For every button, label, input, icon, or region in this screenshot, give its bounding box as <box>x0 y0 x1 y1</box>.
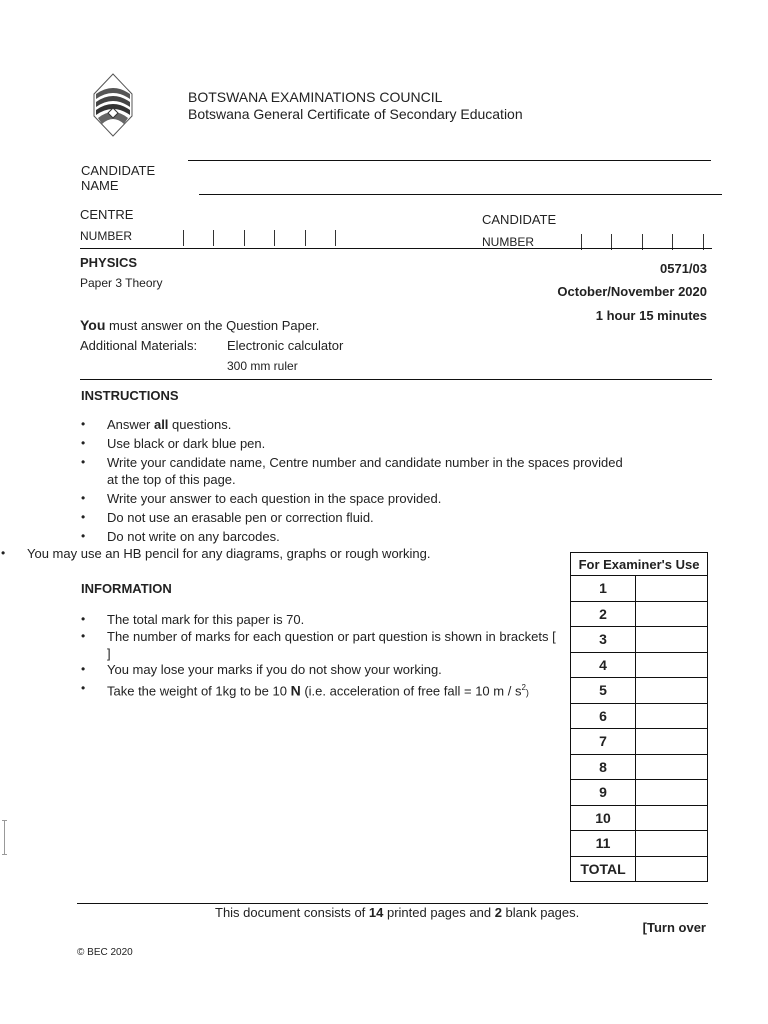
bullet: • <box>81 662 86 676</box>
bullet: • <box>81 510 86 524</box>
exam-duration: 1 hour 15 minutes <box>595 308 707 323</box>
bullet: • <box>1 546 6 560</box>
mark-cell <box>636 703 708 729</box>
mark-cell <box>636 780 708 806</box>
instruction-2: Use black or dark blue pen. <box>107 436 266 451</box>
bullet: • <box>81 491 86 505</box>
bullet: • <box>81 417 86 431</box>
bec-logo <box>90 72 136 138</box>
subject: PHYSICS <box>80 255 138 270</box>
table-row: 5 <box>571 678 708 704</box>
instruction-3: Write your candidate name, Centre number and candidate number in the spaces provided at the top of this page. <box>107 455 623 487</box>
examiner-use-table <box>570 552 708 882</box>
page-count-note: This document consists of 14 printed pages and 2 blank pages. <box>215 905 580 920</box>
mark-cell <box>636 805 708 831</box>
mark-cell <box>636 678 708 704</box>
mark-cell <box>636 831 708 857</box>
certificate-title: Botswana General Certificate of Secondary Education <box>188 106 523 122</box>
candidate-name-label-2: NAME <box>81 178 119 193</box>
table-row: 8 <box>571 754 708 780</box>
answer-note: You must answer on the Question Paper. <box>80 317 320 333</box>
information-1: The total mark for this paper is 70. <box>107 612 305 627</box>
header-divider <box>80 248 712 249</box>
mark-cell <box>636 729 708 755</box>
table-row: 10 <box>571 805 708 831</box>
table-row: 7 <box>571 729 708 755</box>
candidate-label: CANDIDATE <box>482 212 557 227</box>
instruction-1: Answer all questions. <box>107 417 232 432</box>
candidate-number-label: NUMBER <box>482 235 535 249</box>
instruction-6: Do not write on any barcodes. <box>107 529 280 544</box>
material-ruler: 300 mm ruler <box>227 359 298 373</box>
centre-label: CENTRE <box>80 207 134 222</box>
bullet: • <box>81 436 86 450</box>
name-line-bottom <box>199 194 722 195</box>
council-title: BOTSWANA EXAMINATIONS COUNCIL <box>188 89 443 105</box>
information-2: The number of marks for each question or part question is shown in brackets [ ] <box>107 629 556 661</box>
materials-divider <box>80 379 712 380</box>
footer-divider <box>77 903 708 904</box>
information-4: Take the weight of 1kg to be 10 N (i.e. acceleration of free fall = 10 m / $s^2$) <box>107 682 529 699</box>
paper-code: 0571/03 <box>660 261 707 276</box>
examiner-table-heading: For Examiner's Use <box>571 553 708 576</box>
copyright: © BEC 2020 <box>77 947 133 958</box>
bullet: • <box>81 455 86 469</box>
instruction-7: You may use an HB pencil for any diagrams, graphs or rough working. <box>27 546 431 561</box>
turn-over: [Turn over <box>642 920 706 935</box>
information-heading: INFORMATION <box>81 581 172 596</box>
bullet: • <box>81 612 86 626</box>
bullet: • <box>81 681 86 695</box>
name-line-top <box>188 160 711 161</box>
text-cursor-icon <box>2 820 7 855</box>
bullet: • <box>81 629 86 643</box>
instruction-5: Do not use an erasable pen or correction fluid. <box>107 510 374 525</box>
additional-materials-label: Additional Materials: <box>80 338 198 353</box>
instruction-4: Write your answer to each question in the space provided. <box>107 491 442 506</box>
table-row: 1 <box>571 576 708 602</box>
candidate-name-label-1: CANDIDATE <box>81 163 156 178</box>
table-row: 4 <box>571 652 708 678</box>
paper-name: Paper 3 Theory <box>80 276 163 290</box>
table-row: TOTAL <box>571 856 708 882</box>
exam-session: October/November 2020 <box>557 284 707 299</box>
mark-cell <box>636 652 708 678</box>
table-row: 6 <box>571 703 708 729</box>
material-calculator: Electronic calculator <box>227 338 344 353</box>
bullet: • <box>81 529 86 543</box>
mark-cell <box>636 576 708 602</box>
instructions-heading: INSTRUCTIONS <box>81 388 179 403</box>
table-row: 2 <box>571 601 708 627</box>
mark-cell <box>636 754 708 780</box>
table-row: 3 <box>571 627 708 653</box>
table-row: 9 <box>571 780 708 806</box>
table-row: 11 <box>571 831 708 857</box>
mark-cell <box>636 601 708 627</box>
information-3: You may lose your marks if you do not show your working. <box>107 662 442 677</box>
mark-cell <box>636 627 708 653</box>
mark-cell <box>636 856 708 882</box>
centre-number-label: NUMBER <box>80 229 133 243</box>
